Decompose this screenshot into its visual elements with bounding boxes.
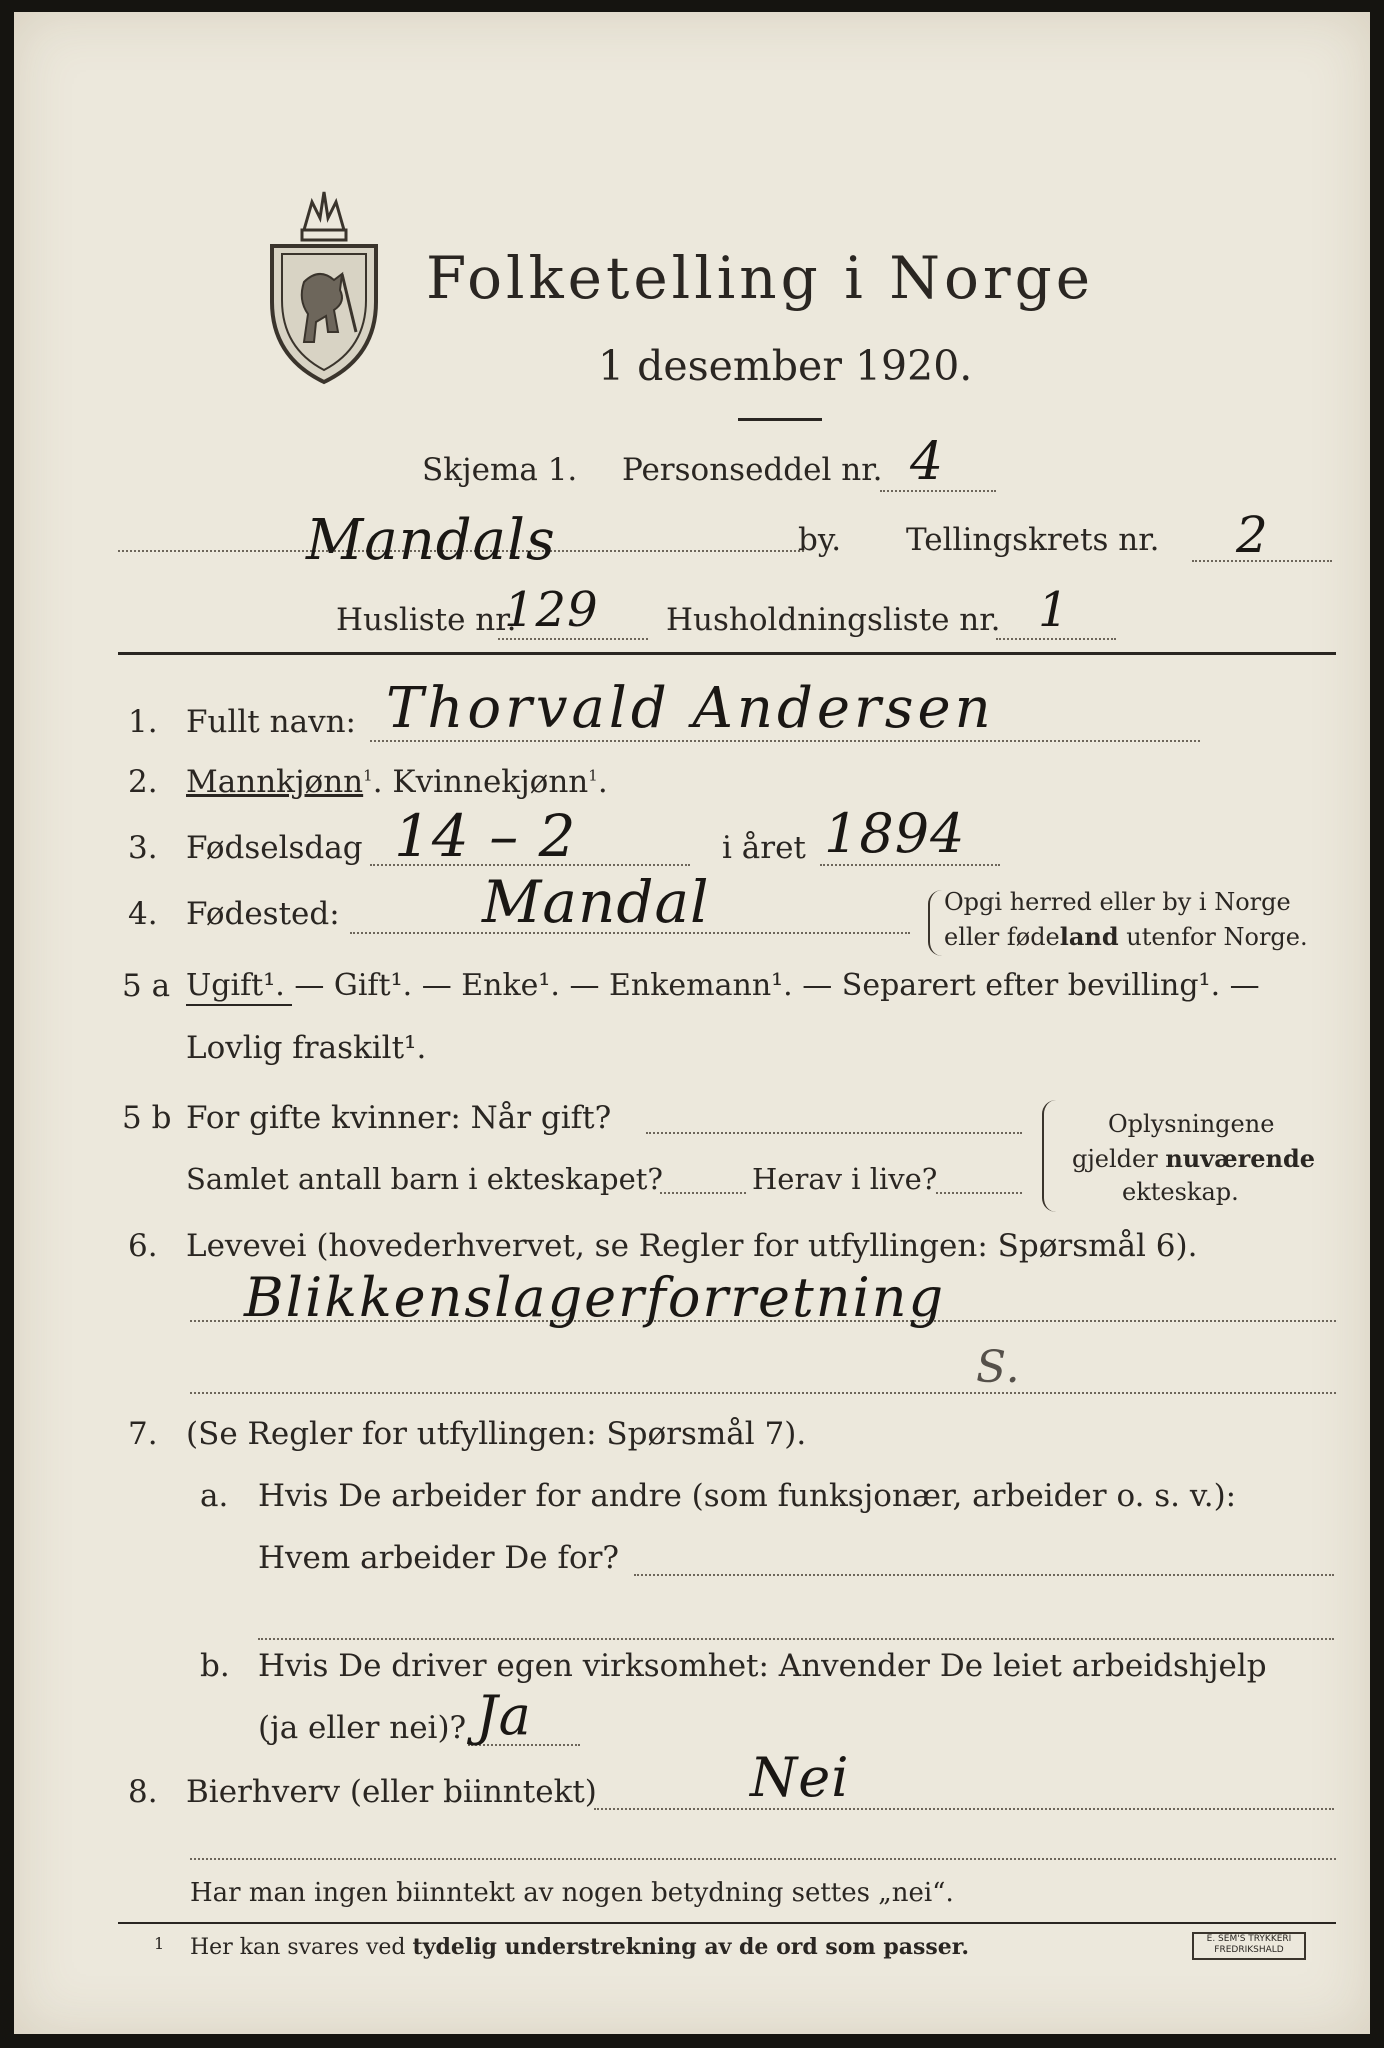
q8-extra-line bbox=[190, 1858, 1336, 1860]
q4-number: 4. bbox=[128, 896, 158, 932]
q7a-letter: a. bbox=[200, 1478, 229, 1514]
q6-label: Levevei (hovederhvervet, se Regler for utfyllingen: Spørsmål 6). bbox=[186, 1228, 1198, 1264]
q7-number: 7. bbox=[128, 1416, 158, 1452]
q5a-number: 5 a bbox=[122, 968, 171, 1004]
husliste-line bbox=[498, 638, 648, 640]
q5a-line1: Ugift¹. — Gift¹. — Enke¹. — Enkemann¹. — Separert efter bevilling¹. — bbox=[186, 968, 1260, 1003]
personseddel-label: Personseddel nr. bbox=[622, 452, 883, 488]
q8-value: Nei bbox=[750, 1746, 850, 1809]
q5b-line1: For gifte kvinner: Når gift? bbox=[186, 1100, 612, 1136]
q6-number: 6. bbox=[128, 1228, 158, 1264]
q1-value: Thorvald Andersen bbox=[386, 676, 995, 741]
q7a-extra-line bbox=[258, 1638, 1334, 1640]
personseddel-value: 4 bbox=[910, 432, 945, 492]
q8-label: Bierhverv (eller biinntekt) bbox=[186, 1774, 597, 1810]
q2-options: Mannkjønn$^1$. Kvinnekjønn$^1$. bbox=[186, 764, 608, 800]
coat-of-arms-icon bbox=[264, 182, 384, 392]
q5b-children-line bbox=[660, 1192, 746, 1194]
q8-line bbox=[594, 1808, 1334, 1810]
q4-value: Mandal bbox=[482, 868, 710, 936]
q5b-line1-dots bbox=[646, 1132, 1022, 1134]
q5b-brace bbox=[1042, 1100, 1058, 1212]
q5a-ugift-underline bbox=[186, 1004, 292, 1006]
q7b-line1: Hvis De driver egen virksomhet: Anvender De leiet arbeidshjelp bbox=[258, 1648, 1267, 1684]
q3-label: Fødselsdag bbox=[186, 830, 363, 866]
by-label: by. bbox=[798, 522, 842, 558]
q3-year-label: i året bbox=[722, 830, 806, 866]
q2-number: 2. bbox=[128, 764, 158, 800]
header-rule bbox=[118, 652, 1336, 655]
skjema-label: Skjema 1. bbox=[422, 452, 578, 488]
q6-value: Blikkenslagerforretning bbox=[244, 1266, 946, 1329]
q7a-line1: Hvis De arbeider for andre (som funksjonær, arbeider o. s. v.): bbox=[258, 1478, 1237, 1514]
q7b-value: Ja bbox=[476, 1684, 532, 1747]
q6-mark: S. bbox=[976, 1342, 1021, 1393]
q5b-note1: Oplysningene bbox=[1108, 1110, 1275, 1138]
husholdning-line bbox=[996, 638, 1116, 640]
q1-label: Fullt navn: bbox=[186, 704, 356, 740]
q5b-alive-label: Herav i live? bbox=[752, 1162, 938, 1196]
tellingskrets-label: Tellingskrets nr. bbox=[906, 522, 1160, 558]
footnote-text: Her kan svares ved tydelig understrekning av de ord som passer. bbox=[190, 1934, 970, 1960]
q5b-note2: gjelder nuværende bbox=[1072, 1144, 1316, 1173]
form-title: Folketelling i Norge bbox=[426, 244, 1095, 312]
q5a-line2: Lovlig fraskilt¹. bbox=[186, 1030, 427, 1066]
husliste-label: Husliste nr. bbox=[336, 602, 517, 638]
husholdning-label: Husholdningsliste nr. bbox=[666, 602, 1001, 638]
husliste-value: 129 bbox=[504, 582, 599, 638]
q7-label: (Se Regler for utfyllingen: Spørsmål 7). bbox=[186, 1416, 807, 1452]
footnote-marker: 1 bbox=[154, 1934, 165, 1953]
q7a-line-dots bbox=[634, 1574, 1334, 1576]
q5b-note3: ekteskap. bbox=[1122, 1178, 1239, 1206]
q4-note-line1: Opgi herred eller by i Norge bbox=[944, 888, 1291, 916]
q4-brace bbox=[928, 890, 942, 956]
q7b-line2: (ja eller nei)? bbox=[258, 1710, 467, 1746]
husholdning-value: 1 bbox=[1038, 582, 1070, 638]
footer-note: Har man ingen biinntekt av nogen betydning settes „nei“. bbox=[190, 1878, 954, 1908]
footer-rule bbox=[118, 1922, 1336, 1924]
q7a-line2: Hvem arbeider De for? bbox=[258, 1540, 620, 1576]
town-value: Mandals bbox=[306, 508, 556, 573]
q4-label: Fødested: bbox=[186, 896, 340, 932]
q7b-letter: b. bbox=[200, 1648, 230, 1684]
q3-number: 3. bbox=[128, 830, 158, 866]
q2-male: Mannkjønn bbox=[186, 764, 364, 800]
q5b-number: 5 b bbox=[122, 1100, 172, 1136]
census-date: 1 desember 1920. bbox=[598, 342, 973, 390]
census-form bbox=[14, 12, 1370, 2034]
q3-year-value: 1894 bbox=[824, 802, 966, 865]
printer-mark: E. SEM'S TRYKKERI FREDRIKSHALD bbox=[1192, 1932, 1306, 1960]
q4-note-line2: eller fødeland utenfor Norge. bbox=[944, 922, 1308, 951]
tellingskrets-value: 2 bbox=[1236, 506, 1269, 564]
q1-number: 1. bbox=[128, 704, 158, 740]
q5b-children-label: Samlet antall barn i ekteskapet? bbox=[186, 1162, 663, 1196]
q5b-alive-line bbox=[936, 1192, 1022, 1194]
q6-line2 bbox=[190, 1392, 1336, 1394]
q3-value: 14 – 2 bbox=[394, 802, 577, 870]
q8-number: 8. bbox=[128, 1774, 158, 1810]
title-divider bbox=[738, 418, 822, 421]
q2-female: Kvinnekjønn bbox=[392, 764, 589, 800]
